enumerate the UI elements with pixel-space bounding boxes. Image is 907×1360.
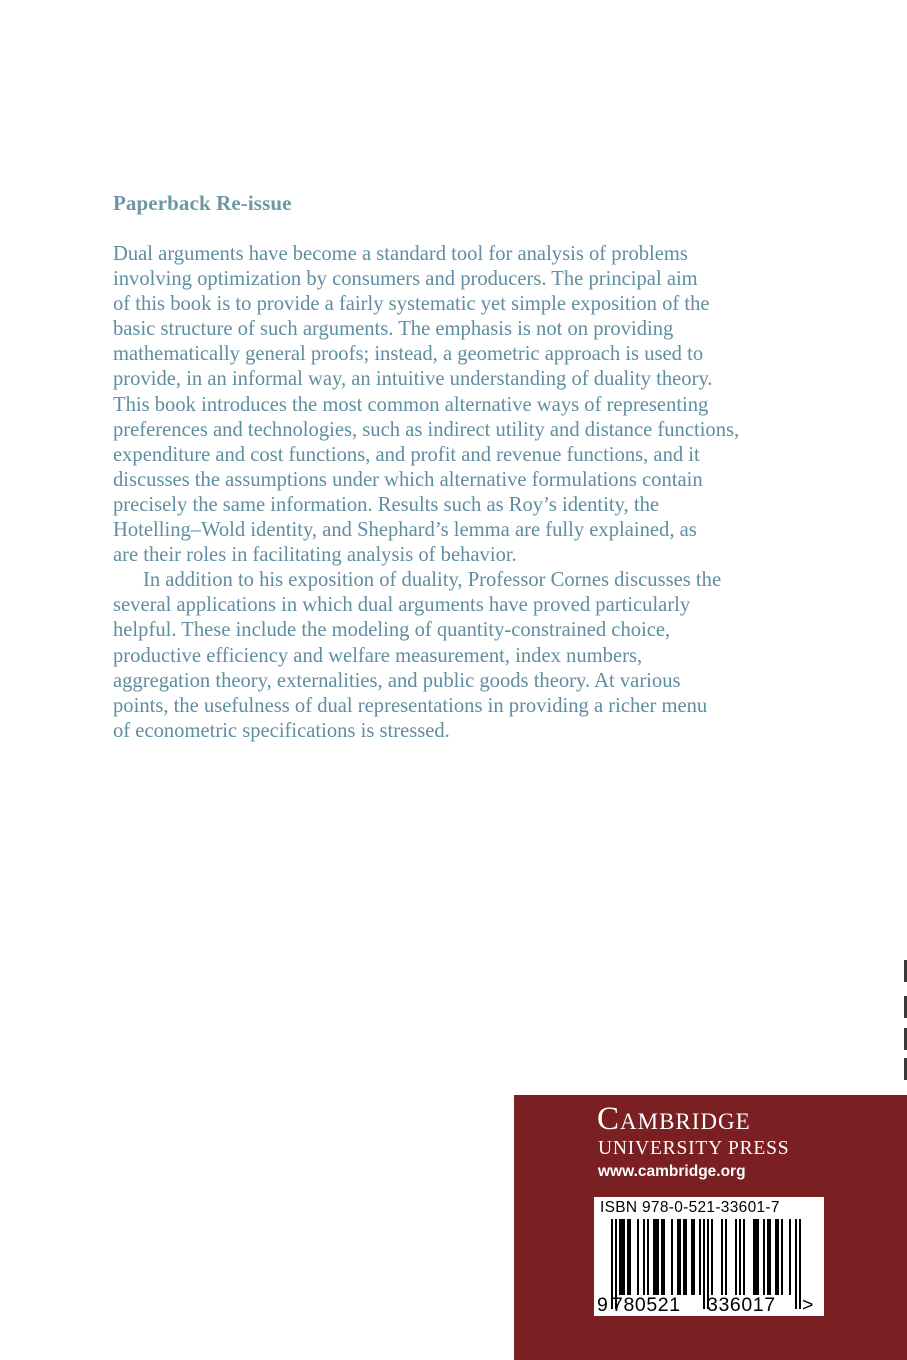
barcode-bar <box>739 1219 741 1295</box>
barcode-bar <box>637 1219 639 1295</box>
isbn-barcode <box>594 1197 824 1316</box>
publisher-subtitle: UNIVERSITY PRESS <box>598 1138 790 1159</box>
description-line: mathematically general proofs; instead, a geometric approach is used to <box>113 343 704 366</box>
barcode-bar <box>677 1219 679 1295</box>
description-line: several applications in which dual arguments have proved particularly <box>113 594 691 617</box>
barcode-guard-bar <box>795 1219 797 1309</box>
barcode-bar <box>679 1219 681 1295</box>
description-line: of this book is to provide a fairly systematic yet simple exposition of the <box>113 293 710 316</box>
barcode-bar <box>763 1219 765 1295</box>
barcode-bar <box>623 1219 625 1295</box>
description-line: points, the usefulness of dual representations in providing a richer menu <box>113 694 708 717</box>
description-line: In addition to his exposition of duality, Professor Cornes discusses the <box>143 569 722 592</box>
barcode-bar <box>663 1219 665 1295</box>
barcode-guard-bar <box>703 1219 705 1309</box>
publisher-name: Cambridge <box>597 1101 751 1137</box>
barcode-bar <box>619 1219 621 1295</box>
barcode-bar <box>661 1219 663 1295</box>
barcode-bar <box>685 1219 687 1295</box>
barcode-bar <box>629 1219 631 1295</box>
barcode-bar <box>769 1219 771 1295</box>
barcode-bar <box>693 1219 695 1295</box>
description-line: expenditure and cost functions, and profit and revenue functions, and it <box>113 443 700 466</box>
reissue-heading: Paperback Re-issue <box>113 191 292 215</box>
barcode-bar <box>757 1219 759 1295</box>
barcode-bar <box>775 1219 777 1295</box>
barcode-bar <box>711 1219 713 1295</box>
barcode-bar <box>621 1219 623 1295</box>
publisher-panel <box>514 1095 907 1360</box>
barcode-bar <box>699 1219 701 1295</box>
description-paragraph-2 <box>113 568 803 744</box>
barcode-lead-digit: 9 <box>597 1294 608 1316</box>
barcode-bar <box>767 1219 769 1295</box>
barcode-right-digits: 336017 <box>707 1294 776 1316</box>
barcode-bar <box>753 1219 755 1295</box>
barcode-bar <box>657 1219 659 1295</box>
spine-edge-marks <box>901 960 907 1080</box>
barcode-bar <box>671 1219 673 1295</box>
barcode-bar <box>643 1219 645 1295</box>
description-line: productive efficiency and welfare measurement, index numbers, <box>113 644 643 667</box>
barcode-bar <box>721 1219 723 1295</box>
barcode-bar <box>789 1219 791 1295</box>
barcode-bar <box>653 1219 655 1295</box>
description-line: basic structure of such arguments. The emphasis is not on providing <box>113 318 674 341</box>
description-line: This book introduces the most common alternative ways of representing <box>113 393 709 416</box>
barcode-bar <box>735 1219 737 1295</box>
description-line: provide, in an informal way, an intuitive understanding of duality theory. <box>113 368 713 391</box>
barcode-bar <box>655 1219 657 1295</box>
description-line: are their roles in facilitating analysis of behavior. <box>113 544 517 567</box>
barcode-bar <box>781 1219 783 1295</box>
description-line: Dual arguments have become a standard tool for analysis of problems <box>113 243 688 265</box>
description-line: preferences and technologies, such as indirect utility and distance functions, <box>113 418 740 441</box>
barcode-bar <box>755 1219 757 1295</box>
barcode-bar <box>725 1219 727 1295</box>
description-line: helpful. These include the modeling of quantity-constrained choice, <box>113 619 671 642</box>
description-paragraph-1 <box>113 242 803 568</box>
description-line: Hotelling–Wold identity, and Shephard’s lemma are fully explained, as <box>113 519 697 542</box>
book-description <box>113 242 803 744</box>
barcode-left-digits: 780521 <box>612 1294 681 1316</box>
barcode-bar <box>647 1219 649 1295</box>
publisher-url: www.cambridge.org <box>598 1163 746 1180</box>
description-line: aggregation theory, externalities, and public goods theory. At various <box>113 669 681 692</box>
description-line: of econometric specifications is stressed. <box>113 719 450 742</box>
barcode-arrow: > <box>802 1294 814 1316</box>
barcode-bar <box>743 1219 745 1295</box>
barcode-bar <box>627 1219 629 1295</box>
description-line: discusses the assumptions under which alternative formulations contain <box>113 468 703 491</box>
barcode-bar <box>683 1219 685 1295</box>
description-line: precisely the same information. Results such as Roy’s identity, the <box>113 493 660 516</box>
barcode-bar <box>691 1219 693 1295</box>
barcode-guard-bar <box>799 1219 801 1309</box>
barcode-bar <box>777 1219 779 1295</box>
description-line: involving optimization by consumers and producers. The principal aim <box>113 268 698 291</box>
isbn-label: ISBN 978-0-521-33601-7 <box>600 1199 780 1216</box>
